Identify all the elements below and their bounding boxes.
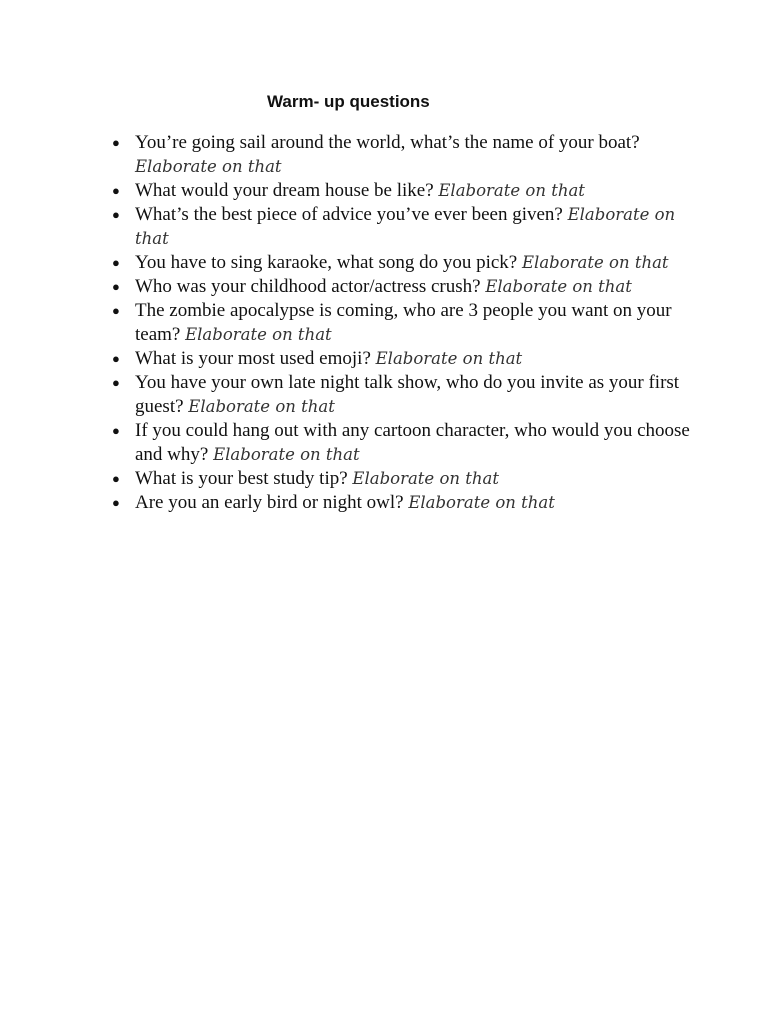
- bullet-icon: ●: [112, 471, 120, 486]
- bullet-icon: ●: [112, 279, 120, 294]
- question-item: [109, 179, 699, 203]
- question-text: If you could hang out with any cartoon character, who would you choose and why?: [135, 420, 690, 465]
- question-item: [109, 419, 699, 467]
- document-title: Warm- up questions: [267, 92, 430, 111]
- question-text: You’re going sail around the world, what’s the name of your boat?: [135, 132, 640, 153]
- question-text: Are you an early bird or night owl?: [135, 492, 404, 513]
- bullet-icon: ●: [112, 423, 120, 438]
- bullet-icon: ●: [112, 351, 120, 366]
- follow-up-text: Elaborate on that: [375, 349, 523, 368]
- bullet-icon: ●: [112, 495, 120, 510]
- question-text: You have your own late night talk show, who do you invite as your first guest?: [135, 372, 680, 417]
- question-item: [109, 347, 699, 371]
- question-item: [109, 467, 699, 491]
- question-text: What would your dream house be like?: [135, 180, 434, 201]
- question-item: [109, 299, 699, 347]
- question-text: Who was your childhood actor/actress crush?: [135, 276, 481, 297]
- follow-up-text: Elaborate on that: [408, 493, 555, 512]
- follow-up-text: Elaborate on that: [185, 325, 332, 344]
- bullet-icon: ●: [112, 255, 120, 270]
- follow-up-text: Elaborate on that: [188, 397, 335, 416]
- question-item: [109, 251, 699, 275]
- question-item: [109, 131, 699, 179]
- question-list: [109, 131, 699, 515]
- follow-up-text: Elaborate on that: [135, 205, 676, 248]
- bullet-icon: ●: [112, 375, 120, 390]
- question-text: What is your best study tip?: [135, 468, 348, 489]
- follow-up-text: Elaborate on that: [522, 253, 669, 272]
- question-text: The zombie apocalypse is coming, who are 3 people you want on your team?: [135, 300, 672, 345]
- bullet-icon: ●: [112, 135, 120, 150]
- follow-up-text: Elaborate on that: [485, 277, 632, 296]
- follow-up-text: Elaborate on that: [213, 445, 360, 464]
- question-item: [109, 203, 699, 251]
- bullet-icon: ●: [112, 183, 120, 198]
- question-item: [109, 371, 699, 419]
- question-text: What is your most used emoji?: [135, 348, 371, 369]
- follow-up-text: Elaborate on that: [438, 181, 585, 200]
- bullet-icon: ●: [112, 303, 120, 318]
- question-text: What’s the best piece of advice you’ve ever been given?: [135, 204, 563, 225]
- follow-up-text: Elaborate on that: [352, 469, 499, 488]
- question-item: [109, 275, 699, 299]
- question-text: You have to sing karaoke, what song do you pick?: [135, 252, 518, 273]
- follow-up-text: Elaborate on that: [135, 157, 282, 176]
- question-item: [109, 491, 699, 515]
- bullet-icon: ●: [112, 207, 120, 222]
